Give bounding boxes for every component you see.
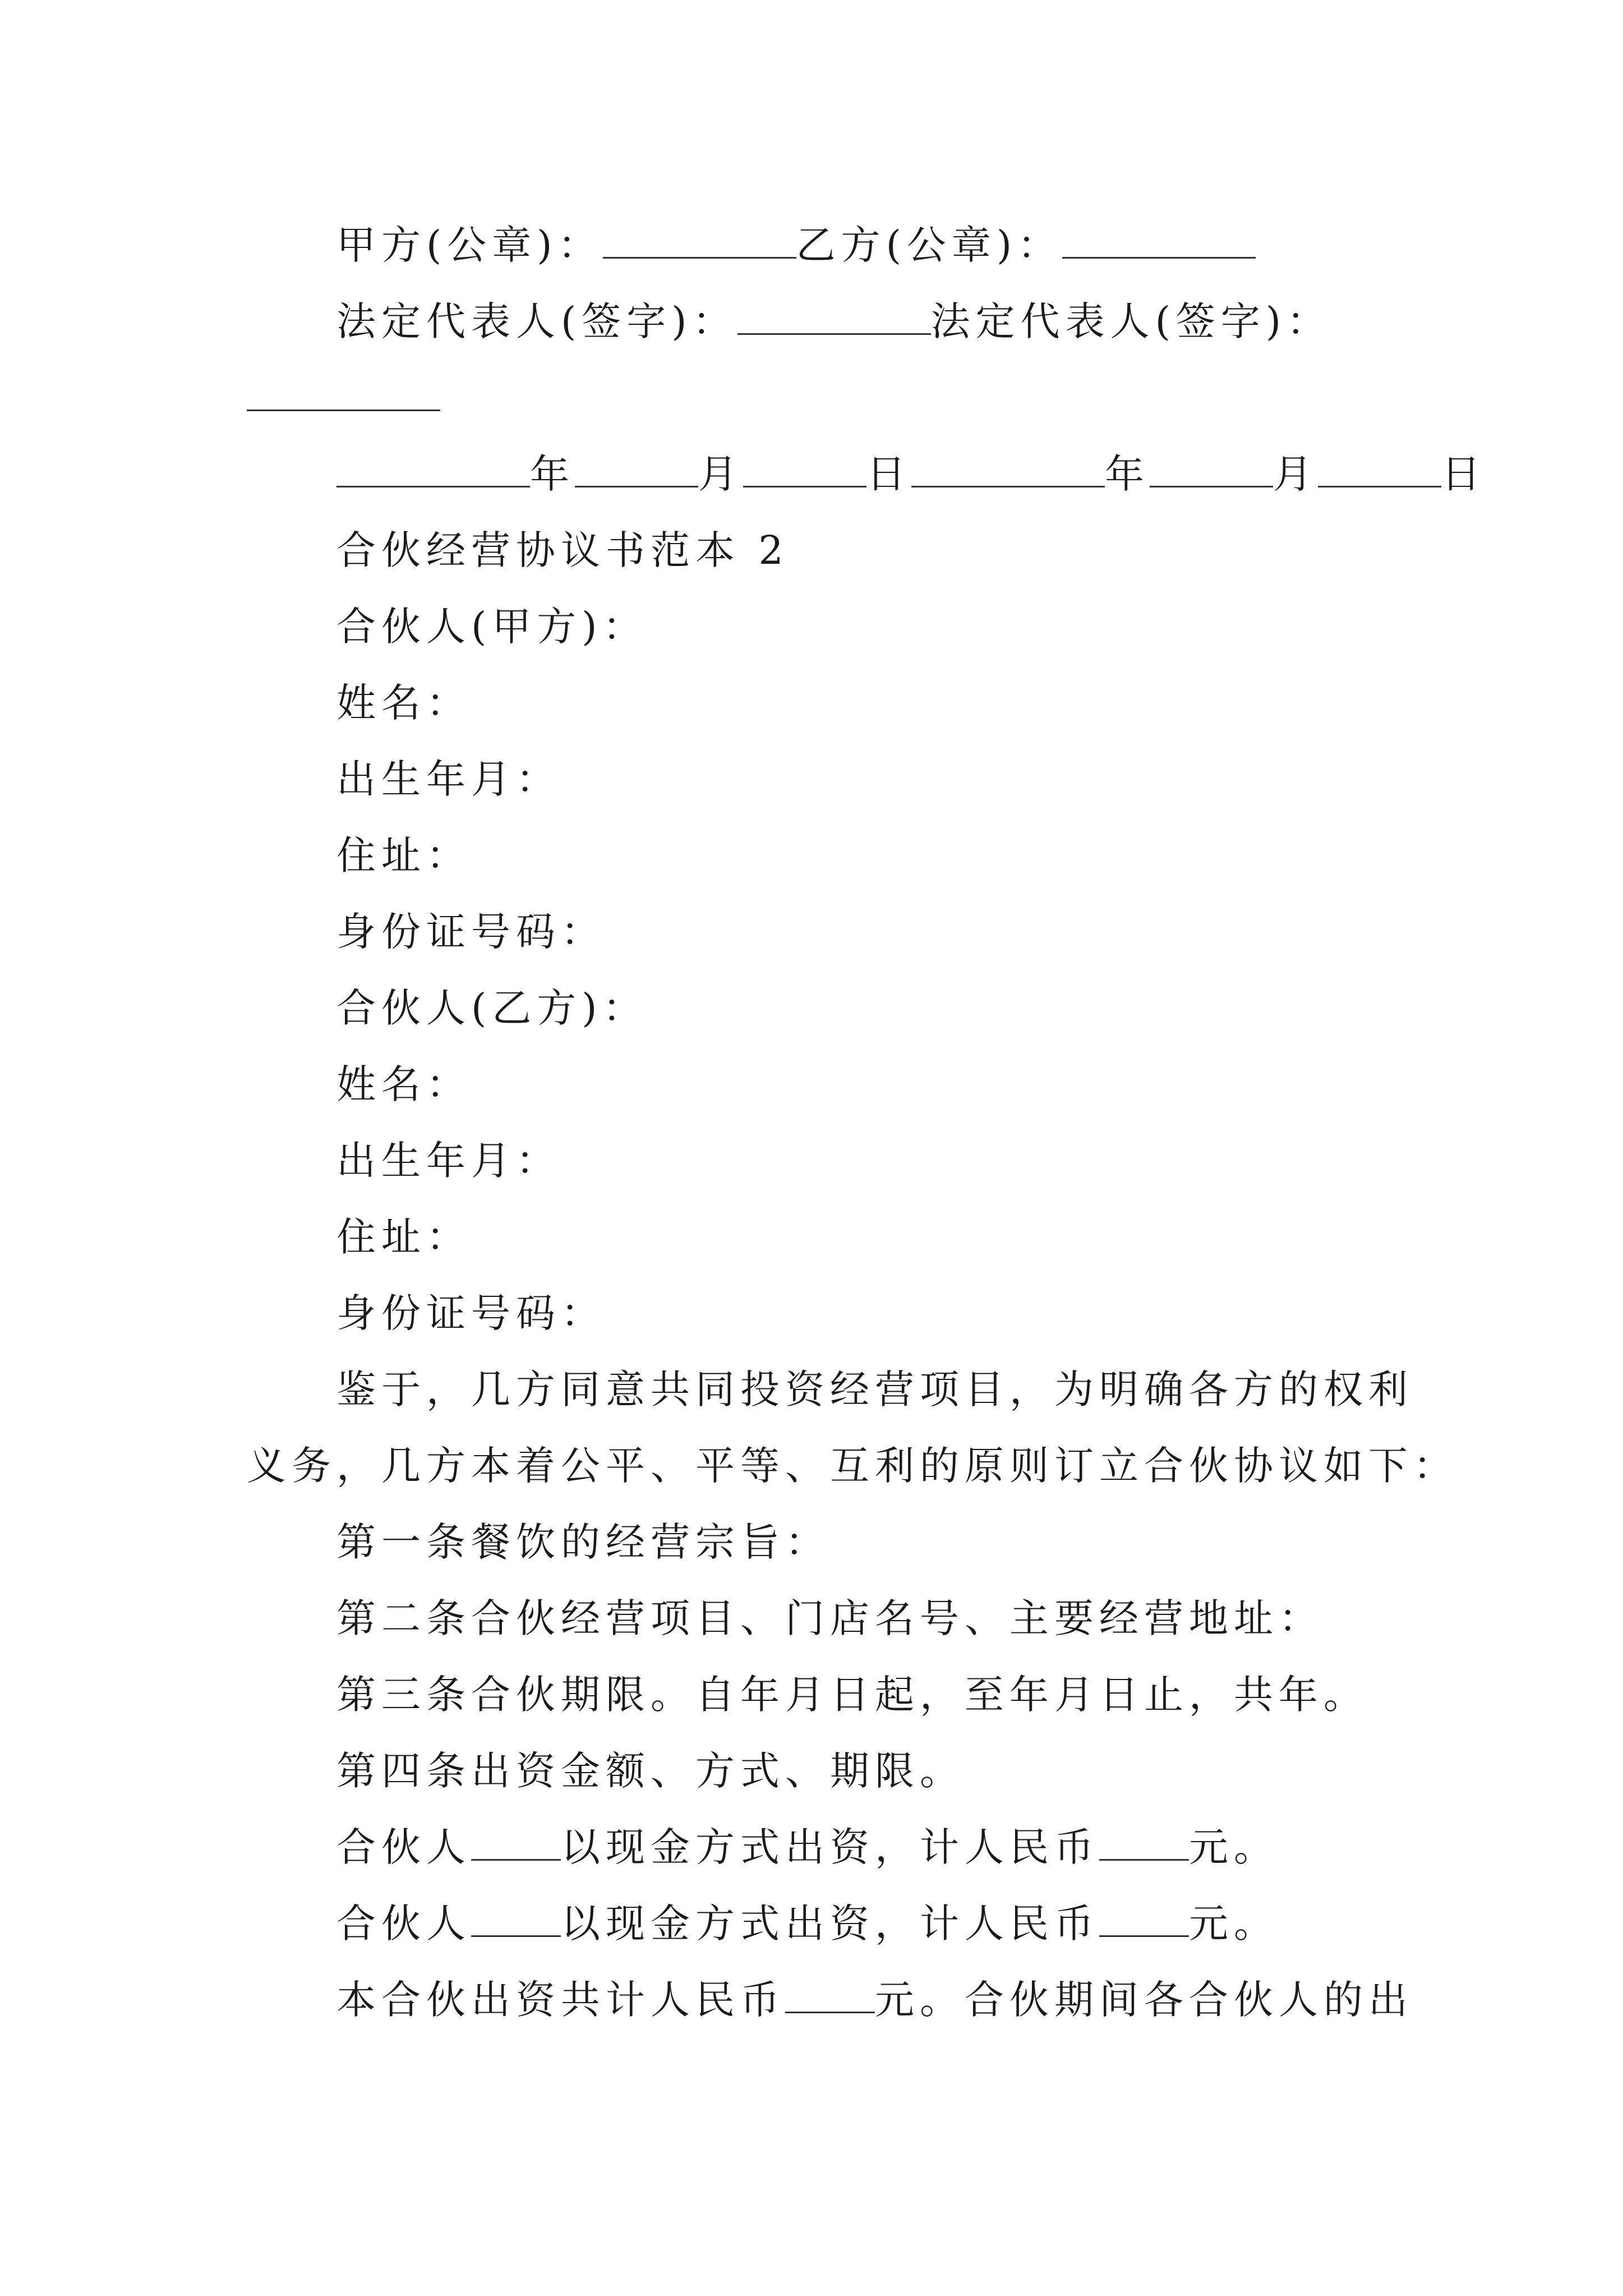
day-label-a: 日 — [866, 451, 911, 497]
total-amount-blank[interactable] — [785, 1977, 875, 2013]
day-label-b: 日 — [1441, 451, 1486, 497]
partner-b-address: 住址： — [336, 1214, 471, 1260]
party-a-seal-blank[interactable] — [603, 222, 796, 259]
contribution-line-2 — [336, 1898, 1279, 1949]
partner-b-id: 身份证号码： — [336, 1290, 606, 1336]
year-label-a: 年 — [530, 451, 575, 497]
party-b-seal-label: 乙方(公章)： — [796, 222, 1063, 268]
partner-a-name: 姓名： — [336, 680, 471, 726]
month-label-b: 月 — [1273, 451, 1318, 497]
cash-text: 以现金方式出资，计人民币 — [561, 1901, 1099, 1947]
party-b-year-blank[interactable] — [911, 451, 1105, 487]
partner-b-heading: 合伙人(乙方)： — [336, 985, 648, 1031]
year-label-b: 年 — [1105, 451, 1150, 497]
amount-blank[interactable] — [1099, 1824, 1189, 1861]
party-a-legal-rep-blank[interactable] — [737, 298, 931, 335]
amount-blank[interactable] — [1099, 1901, 1189, 1937]
party-b-legal-rep-blank[interactable] — [247, 375, 440, 411]
party-a-month-blank[interactable] — [575, 451, 698, 487]
partner-a-id: 身份证号码： — [336, 909, 606, 955]
cash-text: 以现金方式出资，计人民币 — [561, 1824, 1099, 1870]
contribution-line-1 — [336, 1822, 1279, 1872]
sample-title: 合伙经营协议书范本 2 — [336, 527, 789, 573]
party-a-seal-label: 甲方(公章)： — [336, 222, 603, 268]
seal-line — [336, 220, 1256, 270]
partner-a-address: 住址： — [336, 832, 471, 878]
party-a-legal-rep-label: 法定代表人(签字)： — [336, 298, 737, 344]
total-contribution-line — [336, 1975, 1413, 2025]
partner-name-blank[interactable] — [471, 1901, 561, 1937]
partner-a-birth: 出生年月： — [336, 756, 561, 802]
legal-rep-continuation — [247, 372, 440, 423]
party-b-month-blank[interactable] — [1150, 451, 1273, 487]
total-prefix: 本合伙出资共计人民币 — [336, 1977, 785, 2023]
article-1: 第一条餐饮的经营宗旨： — [336, 1519, 830, 1565]
yuan-end: 元。 — [1189, 1824, 1279, 1870]
total-suffix: 元。合伙期间各合伙人的出 — [875, 1977, 1413, 2023]
party-a-year-blank[interactable] — [336, 451, 530, 487]
date-line — [336, 449, 1486, 499]
preamble-line-1: 鉴于，几方同意共同投资经营项目，为明确各方的权利 — [336, 1366, 1413, 1412]
partner-prefix: 合伙人 — [336, 1824, 471, 1870]
article-2: 第二条合伙经营项目、门店名号、主要经营地址： — [336, 1595, 1324, 1641]
partner-name-blank[interactable] — [471, 1824, 561, 1861]
article-4: 第四条出资金额、方式、期限。 — [336, 1748, 965, 1794]
partner-b-name: 姓名： — [336, 1061, 471, 1107]
party-b-seal-blank[interactable] — [1062, 222, 1256, 259]
partner-a-heading: 合伙人(甲方)： — [336, 604, 648, 650]
article-3: 第三条合伙期限。自年月日起，至年月日止，共年。 — [336, 1672, 1368, 1718]
month-label-a: 月 — [698, 451, 743, 497]
party-b-legal-rep-label: 法定代表人(签字)： — [930, 298, 1332, 344]
legal-rep-line — [336, 296, 1331, 347]
partner-prefix: 合伙人 — [336, 1901, 471, 1947]
party-a-day-blank[interactable] — [743, 451, 866, 487]
partner-b-birth: 出生年月： — [336, 1138, 561, 1184]
party-b-day-blank[interactable] — [1318, 451, 1441, 487]
yuan-end: 元。 — [1189, 1901, 1279, 1947]
preamble-line-2: 义务，几方本着公平、平等、互利的原则订立合伙协议如下： — [247, 1443, 1458, 1489]
